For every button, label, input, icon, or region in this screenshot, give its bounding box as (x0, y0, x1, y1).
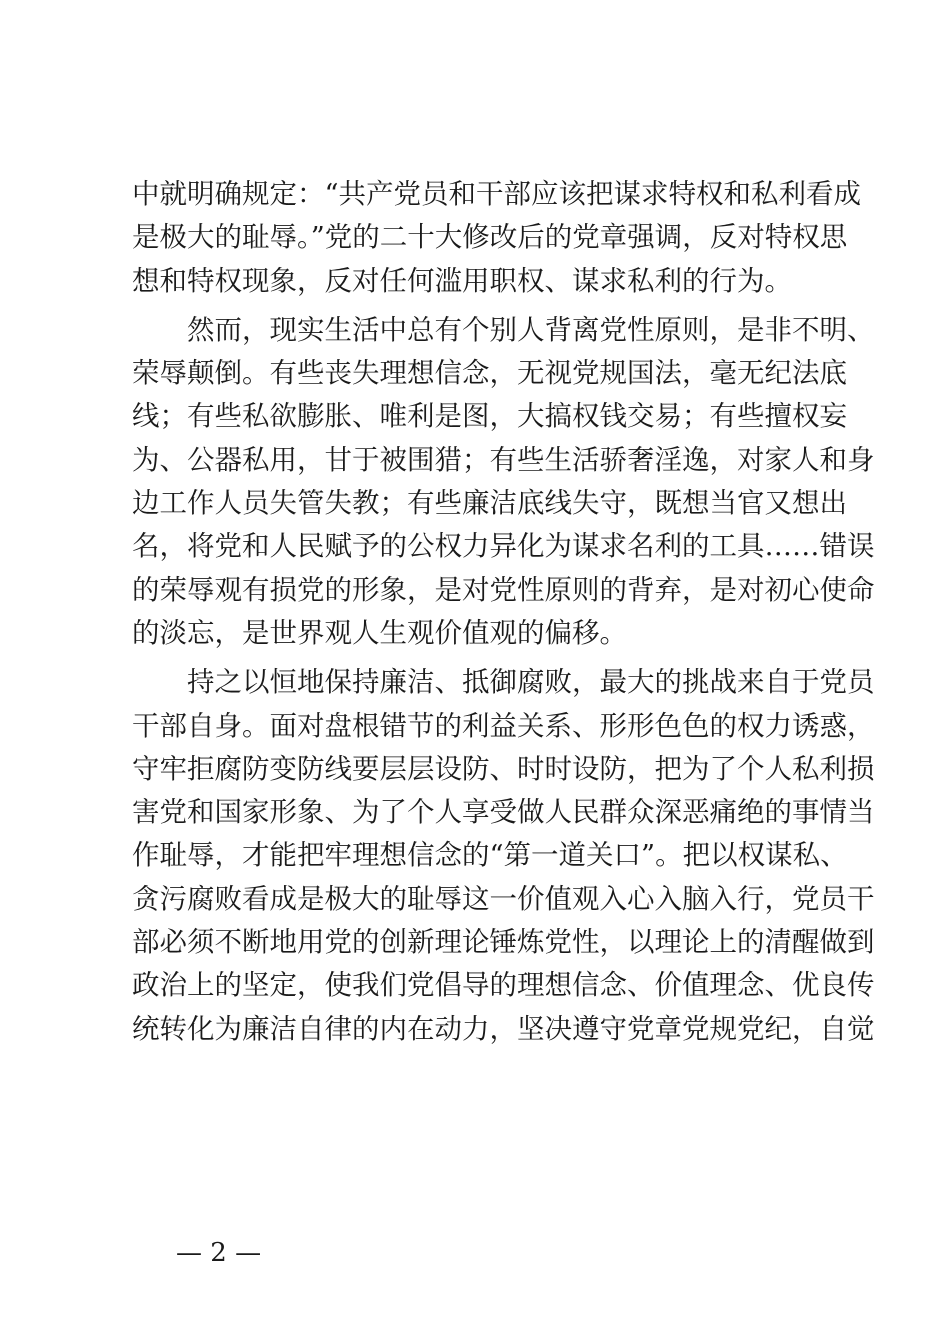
text-line: 贪污腐败看成是极大的耻辱这一价值观入心入脑入行，党员干 (132, 882, 875, 915)
text-line: 是极大的耻辱。”党的二十大修改后的党章强调，反对特权思 (132, 221, 848, 254)
text-line: 的淡忘，是世界观人生观价值观的偏移。 (132, 616, 627, 649)
text-line: 荣辱颠倒。有些丧失理想信念，无视党规国法，毫无纪法底 (132, 357, 847, 390)
paragraph-1 (132, 173, 862, 303)
text-line: 守牢拒腐防变防线要层层设防、时时设防，把为了个人私利损 (132, 752, 875, 785)
text-line: 中就明确规定：“共产党员和干部应该把谋求特权和私利看成 (132, 178, 862, 210)
text-line: 边工作人员失管失教；有些廉洁底线失守，既想当官又想出 (132, 487, 847, 520)
text-line: 统转化为廉洁自律的内在动力，坚决遵守党章党规党纪，自觉 (132, 1012, 875, 1045)
text-line: 名，将党和人民赋予的公权力异化为谋求名利的工具……错误 (132, 530, 875, 563)
text-line: 部必须不断地用党的创新理论锤炼党性，以理论上的清醒做到 (132, 926, 875, 959)
page-number: — 2 — (176, 1238, 262, 1268)
text-line: 害党和国家形象、为了个人享受做人民群众深恶痛绝的事情当 (132, 796, 875, 829)
body-text (132, 173, 875, 1051)
text-line: 想和特权现象，反对任何滥用职权、谋求私利的行为。 (132, 264, 792, 297)
text-line: 持之以恒地保持廉洁、抵御腐败，最大的挑战来自于党员 (187, 666, 875, 699)
text-line: 线；有些私欲膨胀、唯利是图，大搞权钱交易；有些擅权妄 (132, 400, 847, 433)
text-line: 然而，现实生活中总有个别人背离党性原则，是非不明、 (187, 313, 875, 346)
text-line: 作耻辱，才能把牢理想信念的“第一道关口”。把以权谋私、 (132, 839, 848, 872)
text-line: 干部自身。面对盘根错节的利益关系、形形色色的权力诱惑， (132, 709, 875, 742)
text-line: 为、公器私用，甘于被围猎；有些生活骄奢淫逸，对家人和身 (132, 443, 875, 476)
text-line: 政治上的坚定，使我们党倡导的理想信念、价值理念、优良传 (132, 969, 875, 1002)
text-line: 的荣辱观有损党的形象，是对党性原则的背弃，是对初心使命 (132, 573, 875, 606)
paragraph-3 (132, 661, 875, 1051)
paragraph-2 (132, 309, 875, 655)
